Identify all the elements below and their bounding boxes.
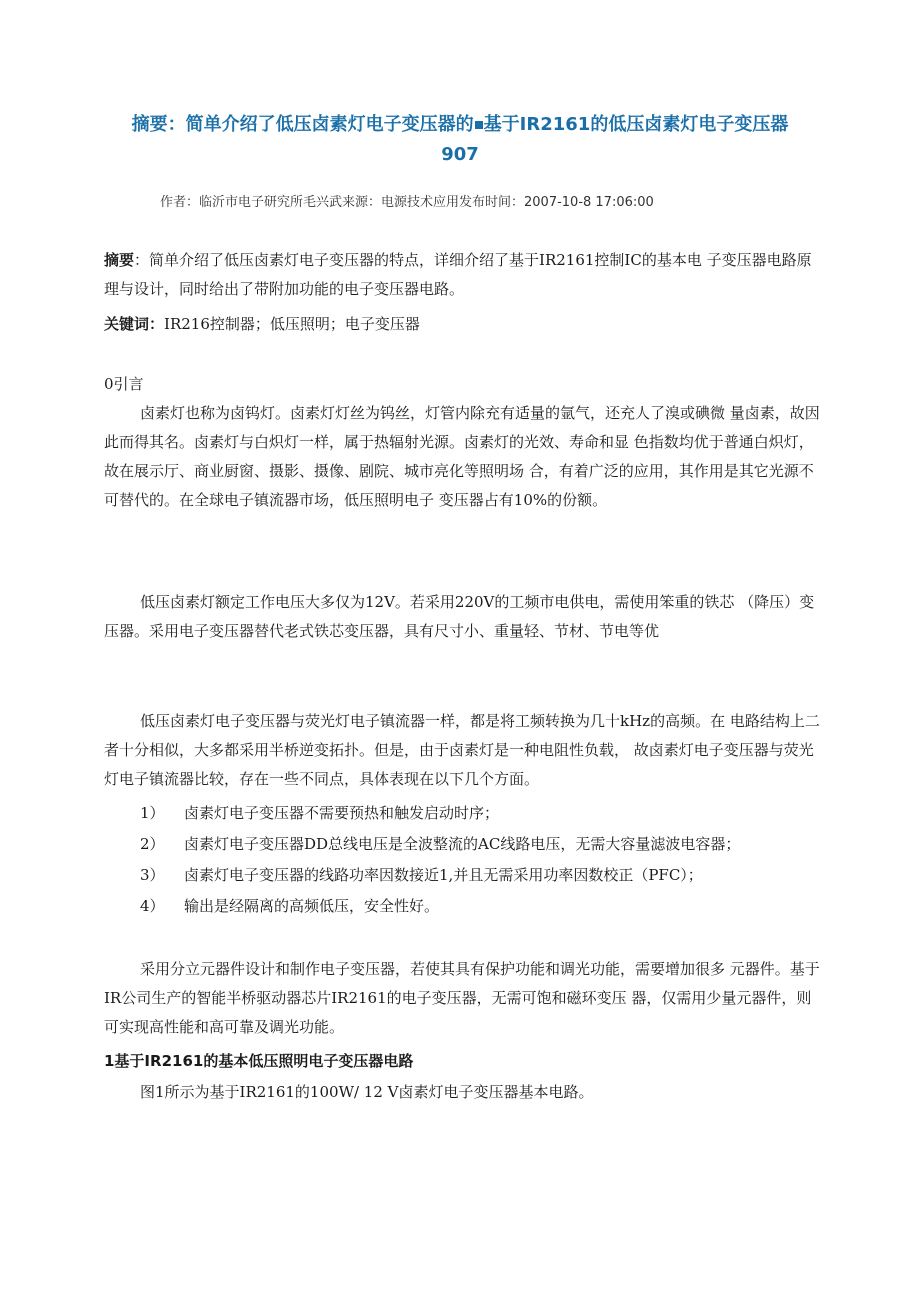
- section-0-paragraph-3: 低压卤素灯电子变压器与荧光灯电子镇流器一样，都是将工频转换为几十kHz的高频。在 电路结构上二者十分相似，大多都采用半桥逆变拓扑。但是，由于卤素灯是一种电阻性负载， 故卤素灯电子变压器与荧光灯电子镇流器比较，存在一些不同点，具体表现在以下几个方面。: [104, 712, 820, 788]
- title-part-2: 基于IR2161的低压卤素灯电子变压器: [483, 114, 789, 135]
- keywords-paragraph: [104, 310, 820, 339]
- section-0-paragraph-2: 低压卤素灯额定工作电压大多仅为12V。若采用220V的工频市电供电，需使用笨重的铁芯 （降压）变压器。采用电子变压器替代老式铁芯变压器，具有尺寸小、重量轻、节材、节电等优: [104, 593, 815, 640]
- square-bullet-icon: [475, 121, 483, 129]
- section-0-paragraph-1: 卤素灯也称为卤钨灯。卤素灯灯丝为钨丝，灯管内除充有适量的氩气，还充人了溴或碘微 量卤素，故因此而得其名。卤素灯与白炽灯一样，属于热辐射光源。卤素灯的光效、寿命和显 色指数均优于普通白炽灯，故在展示厅、商业厨窗、摄影、摄像、剧院、城市亮化等照明场 合，有着广泛的应用，其作用是其它光源不可替代的。在全球电子镇流器市场，低压照明电子 变压器占有10%的份额。: [104, 404, 820, 509]
- title-line-1: [100, 110, 820, 140]
- section-1-heading: 1基于IR2161的基本低压照明电子变压器电路: [104, 1052, 414, 1070]
- abstract-text: ：简单介绍了低压卤素灯电子变压器的特点，详细介绍了基于IR2161控制IC的基本电 子变压器电路原理与设计，同时给出了带附加功能的电子变压器电路。: [104, 251, 812, 298]
- byline: 作者：临沂市电子研究所毛兴武来源：电源技术应用发布时间：2007-10-8 17:06:00: [160, 195, 654, 210]
- list-item: 2） 卤素灯电子变压器DD总线电压是全波整流的AC线路电压，无需大容量滤波电容器；: [140, 835, 741, 853]
- section-1-paragraph-1: 图1所示为基于IR2161的100W/ 12 V卤素灯电子变压器基本电路。: [140, 1083, 594, 1101]
- keywords-label: 关键词：: [104, 315, 165, 333]
- title-part-1: 摘要：简单介绍了低压卤素灯电子变压器的: [131, 114, 474, 135]
- page-title: [100, 110, 820, 170]
- abstract-paragraph: [104, 246, 820, 304]
- section-0-heading: 0引言: [104, 375, 144, 393]
- abstract-label: 摘要: [104, 251, 135, 269]
- title-line-2: 907: [441, 144, 479, 165]
- section-0-paragraph-4: 采用分立元器件设计和制作电子变压器，若使其具有保护功能和调光功能，需要增加很多 元器件。基于IR公司生产的智能半桥驱动器芯片IR2161的电子变压器，无需可饱和磁环变压 器，仅需用少量元器件，则可实现高性能和高可靠及调光功能。: [104, 960, 820, 1036]
- list-item: 1） 卤素灯电子变压器不需要预热和触发启动时序；: [140, 804, 500, 822]
- keywords-text: IR216控制器；低压照明；电子变压器: [164, 315, 420, 333]
- list-item: 4） 输出是经隔离的高频低压，安全性好。: [140, 897, 440, 915]
- list-item: 3） 卤素灯电子变压器的线路功率因数接近1,并且无需采用功率因数校正（PFC）；: [140, 866, 703, 884]
